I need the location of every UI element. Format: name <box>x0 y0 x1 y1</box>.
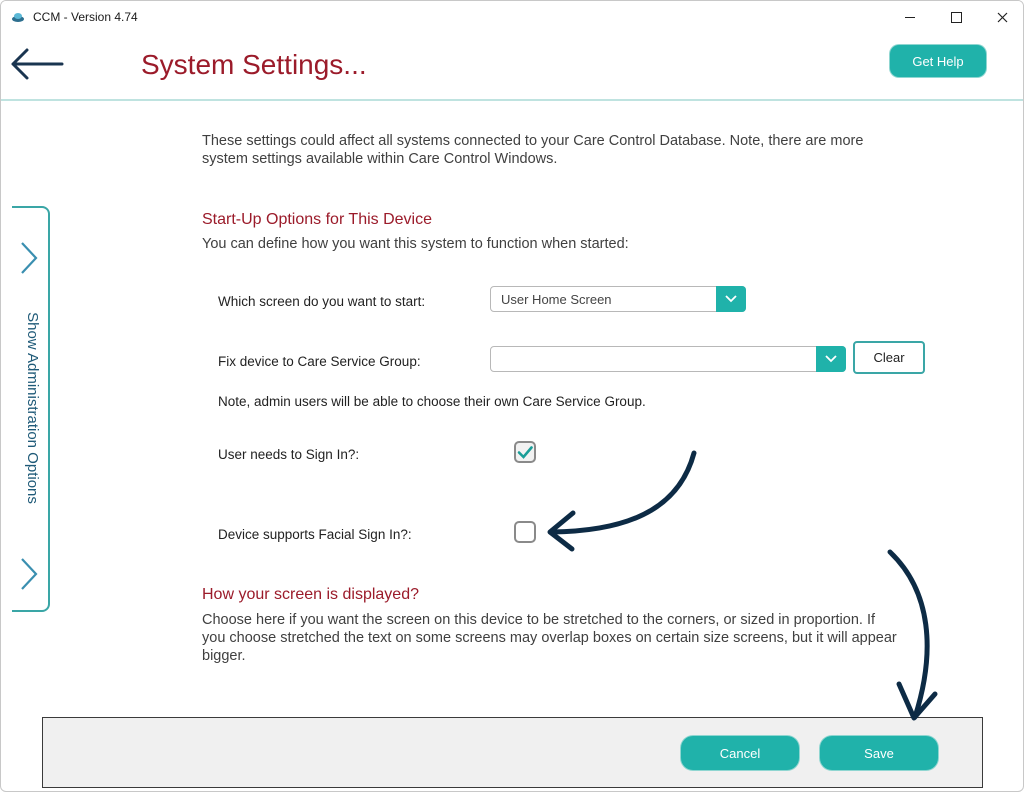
chevron-right-icon <box>18 556 40 592</box>
sign-in-label: User needs to Sign In?: <box>218 447 360 462</box>
facial-sign-in-label: Device supports Facial Sign In?: <box>218 527 412 542</box>
app-logo-icon <box>11 10 25 24</box>
sign-in-checkbox[interactable] <box>514 441 536 463</box>
close-icon[interactable] <box>979 1 1024 33</box>
page-header <box>1 33 1023 101</box>
chevron-right-icon <box>18 240 40 276</box>
startup-section-title: Start-Up Options for This Device <box>202 211 433 228</box>
display-description: Choose here if you want the screen on this device to be stretched to the corners, or sized in proportion. If you choose stretched the text on some screens may overlap boxes on certain size screens, but it will appear bigger. <box>202 612 897 664</box>
clear-button[interactable]: Clear <box>853 341 925 374</box>
title-bar <box>1 1 1023 33</box>
window-title: CCM - Version 4.74 <box>33 10 138 24</box>
minimize-icon[interactable] <box>887 1 933 33</box>
admin-options-label: Show Administration Options <box>24 312 41 504</box>
admin-note: Note, admin users will be able to choose their own Care Service Group. <box>218 394 646 409</box>
chevron-down-icon[interactable] <box>816 346 846 372</box>
startup-description: You can define how you want this system to function when started: <box>202 236 629 252</box>
page-title: System Settings... <box>141 49 367 80</box>
admin-options-tab[interactable] <box>12 206 50 612</box>
cancel-button[interactable]: Cancel <box>681 736 799 770</box>
service-group-label: Fix device to Care Service Group: <box>218 354 421 369</box>
display-section-title: How your screen is displayed? <box>202 586 419 603</box>
arrow-left-icon[interactable] <box>9 47 65 81</box>
start-screen-select[interactable] <box>490 286 746 312</box>
facial-sign-in-checkbox[interactable] <box>514 521 536 543</box>
save-button[interactable]: Save <box>820 736 938 770</box>
annotation-arrow-to-checkbox <box>550 453 694 549</box>
checkmark-icon <box>516 443 534 461</box>
get-help-button[interactable]: Get Help <box>890 45 986 77</box>
maximize-icon[interactable] <box>933 1 979 33</box>
chevron-down-icon[interactable] <box>716 286 746 312</box>
footer-bar <box>42 717 983 788</box>
start-screen-label: Which screen do you want to start: <box>218 294 426 309</box>
start-screen-value: User Home Screen <box>501 292 612 307</box>
service-group-select[interactable] <box>490 346 846 372</box>
intro-text: These settings could affect all systems connected to your Care Control Database. Note, there are more system settings available within Care Control Windows. <box>202 133 864 167</box>
